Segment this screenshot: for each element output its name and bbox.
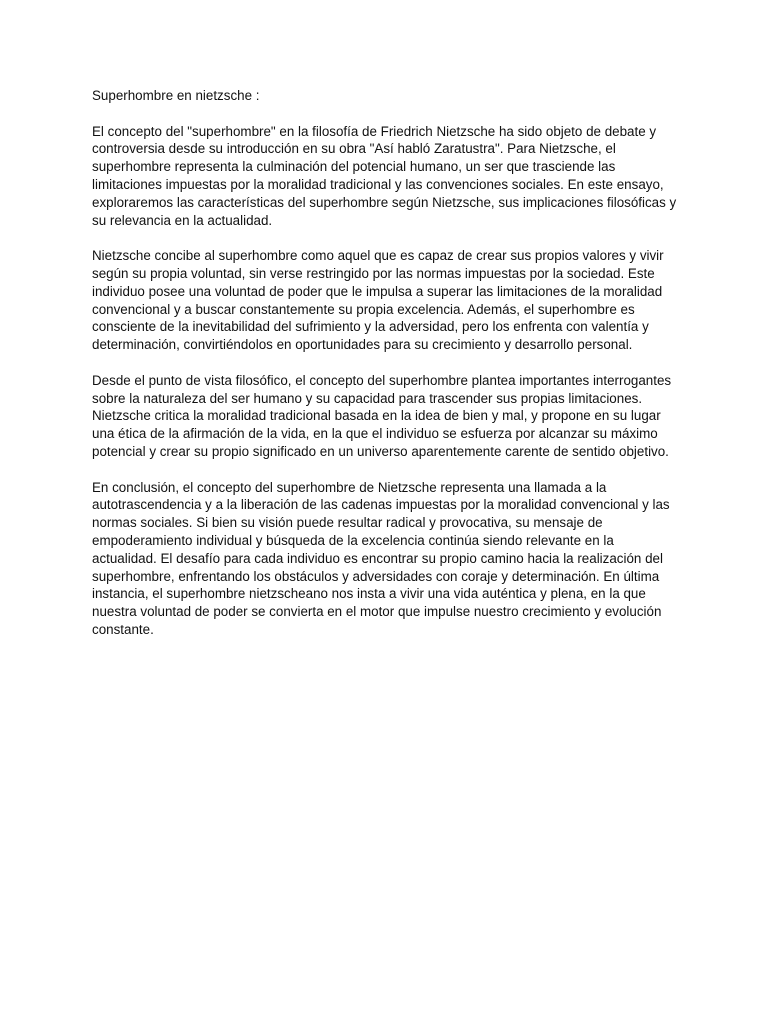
document-body — [92, 87, 678, 657]
paragraph-introduction: El concepto del "superhombre" en la filosofía de Friedrich Nietzsche ha sido objeto de debate y controversia desde su introducción en su obra "Así habló Zaratustra". Para Nietzsche, el superhombre representa la culminación del potencial humano, un ser que trasciende las limitaciones impuestas por la moralidad tradicional y las convenciones sociales. En este ensayo, exploraremos las características del superhombre según Nietzsche, sus implicaciones filosóficas y su relevancia en la actualidad. — [92, 123, 677, 228]
paragraph-conclusion: En conclusión, el concepto del superhombre de Nietzsche representa una llamada a la autotrascendencia y a la liberación de las cadenas impuestas por la moralidad convencional y las normas sociales. Si bien su visión puede resultar radical y provocativa, su mensaje de empoderamiento individual y búsqueda de la excelencia continúa siendo relevante en la actualidad. El desafío para cada individuo es encontrar su propio camino hacia la realización del superhombre, enfrentando los obstáculos y adversidades con coraje y determinación. En última instancia, el superhombre nietzscheano nos insta a vivir una vida auténtica y plena, en la que nuestra voluntad de poder se convierta en el motor que impulse nuestro crecimiento y evolución constante. — [92, 479, 670, 637]
paragraph-characteristics: Nietzsche concibe al superhombre como aquel que es capaz de crear sus propios valores y vivir según su propia voluntad, sin verse restringido por las normas impuestas por la sociedad. Este individuo posee una voluntad de poder que le impulsa a superar las limitaciones de la moralidad convencional y a buscar constantemente su propia excelencia. Además, el superhombre es consciente de la inevitabilidad del sufrimiento y la adversidad, pero los enfrenta con valentía y determinación, convirtiéndolos en oportunidades para su crecimiento y desarrollo personal. — [92, 248, 664, 353]
paragraph-philosophical-implications: Desde el punto de vista filosófico, el concepto del superhombre plantea importantes interrogantes sobre la naturaleza del ser humano y su capacidad para trascender sus propias limitaciones. Nietzsche critica la moralidad tradicional basada en la idea de bien y mal, y propone en su lugar una ética de la afirmación de la vida, en la que el individuo se esfuerza por alcanzar su máximo potencial y crear su propio significado en un universo aparentemente carente de sentido objetivo. — [92, 372, 672, 459]
document-title: Superhombre en nietzsche : — [92, 88, 260, 103]
